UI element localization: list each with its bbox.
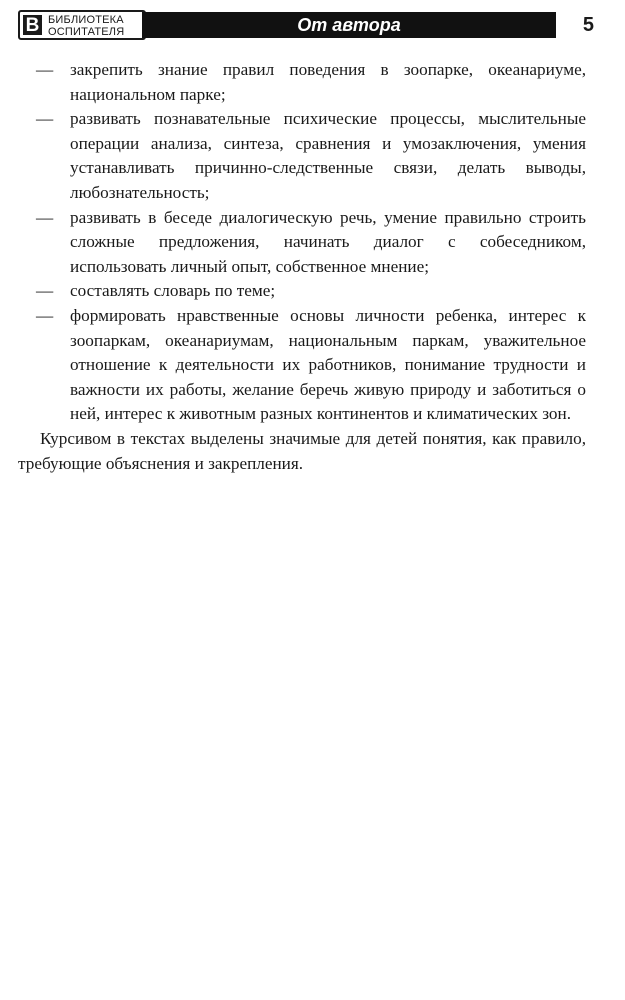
logo-text-line2: ОСПИТАТЕЛЯ [48, 26, 125, 38]
dash-marker: — [36, 305, 54, 325]
page-header [18, 10, 608, 42]
list-item-text: составлять словарь по теме; [70, 281, 276, 301]
dash-marker: — [36, 281, 54, 301]
list-item [18, 304, 586, 427]
list-item [18, 107, 586, 205]
section-title: От автора [142, 12, 556, 38]
page-number: 5 [582, 14, 594, 36]
dash-marker: — [36, 109, 54, 129]
list-item [18, 58, 586, 107]
goals-list [18, 58, 586, 427]
list-item-text: развивать познавательные психические процессы, мыслительные операции анализа, синтеза, сравнения и умозаключения, умения устанавливать причинно-следственные связи, делать выводы, любознательность; [70, 109, 586, 202]
list-item-text: закрепить знание правил поведения в зоопарке, океанариуме, национальном парке; [70, 60, 586, 104]
dash-marker: — [36, 207, 54, 227]
italics-note-paragraph: Курсивом в текстах выделены значимые для детей понятия, как правило, требующие объяснения и закрепления. [18, 428, 586, 473]
series-logo [18, 10, 146, 40]
dash-marker: — [36, 60, 54, 79]
logo-text-line1: БИБЛИОТЕКА [48, 14, 124, 26]
list-item-text: формировать нравственные основы личности ребенка, интерес к зоопаркам, океанариумам, национальным паркам, уважительное отношение к деятельности их работников, понимание трудности и важности их работы, желание беречь живую природу и заботиться о ней, интерес к животным разных континентов и климатических зон. [70, 305, 586, 424]
logo-letter: В [23, 15, 42, 35]
list-item [18, 279, 586, 304]
page-body [18, 58, 586, 476]
list-item-text: развивать в беседе диалогическую речь, умение правильно строить сложные предложения, начинать диалог с собеседником, использовать личный опыт, собственное мнение; [70, 207, 586, 276]
list-item [18, 206, 586, 280]
